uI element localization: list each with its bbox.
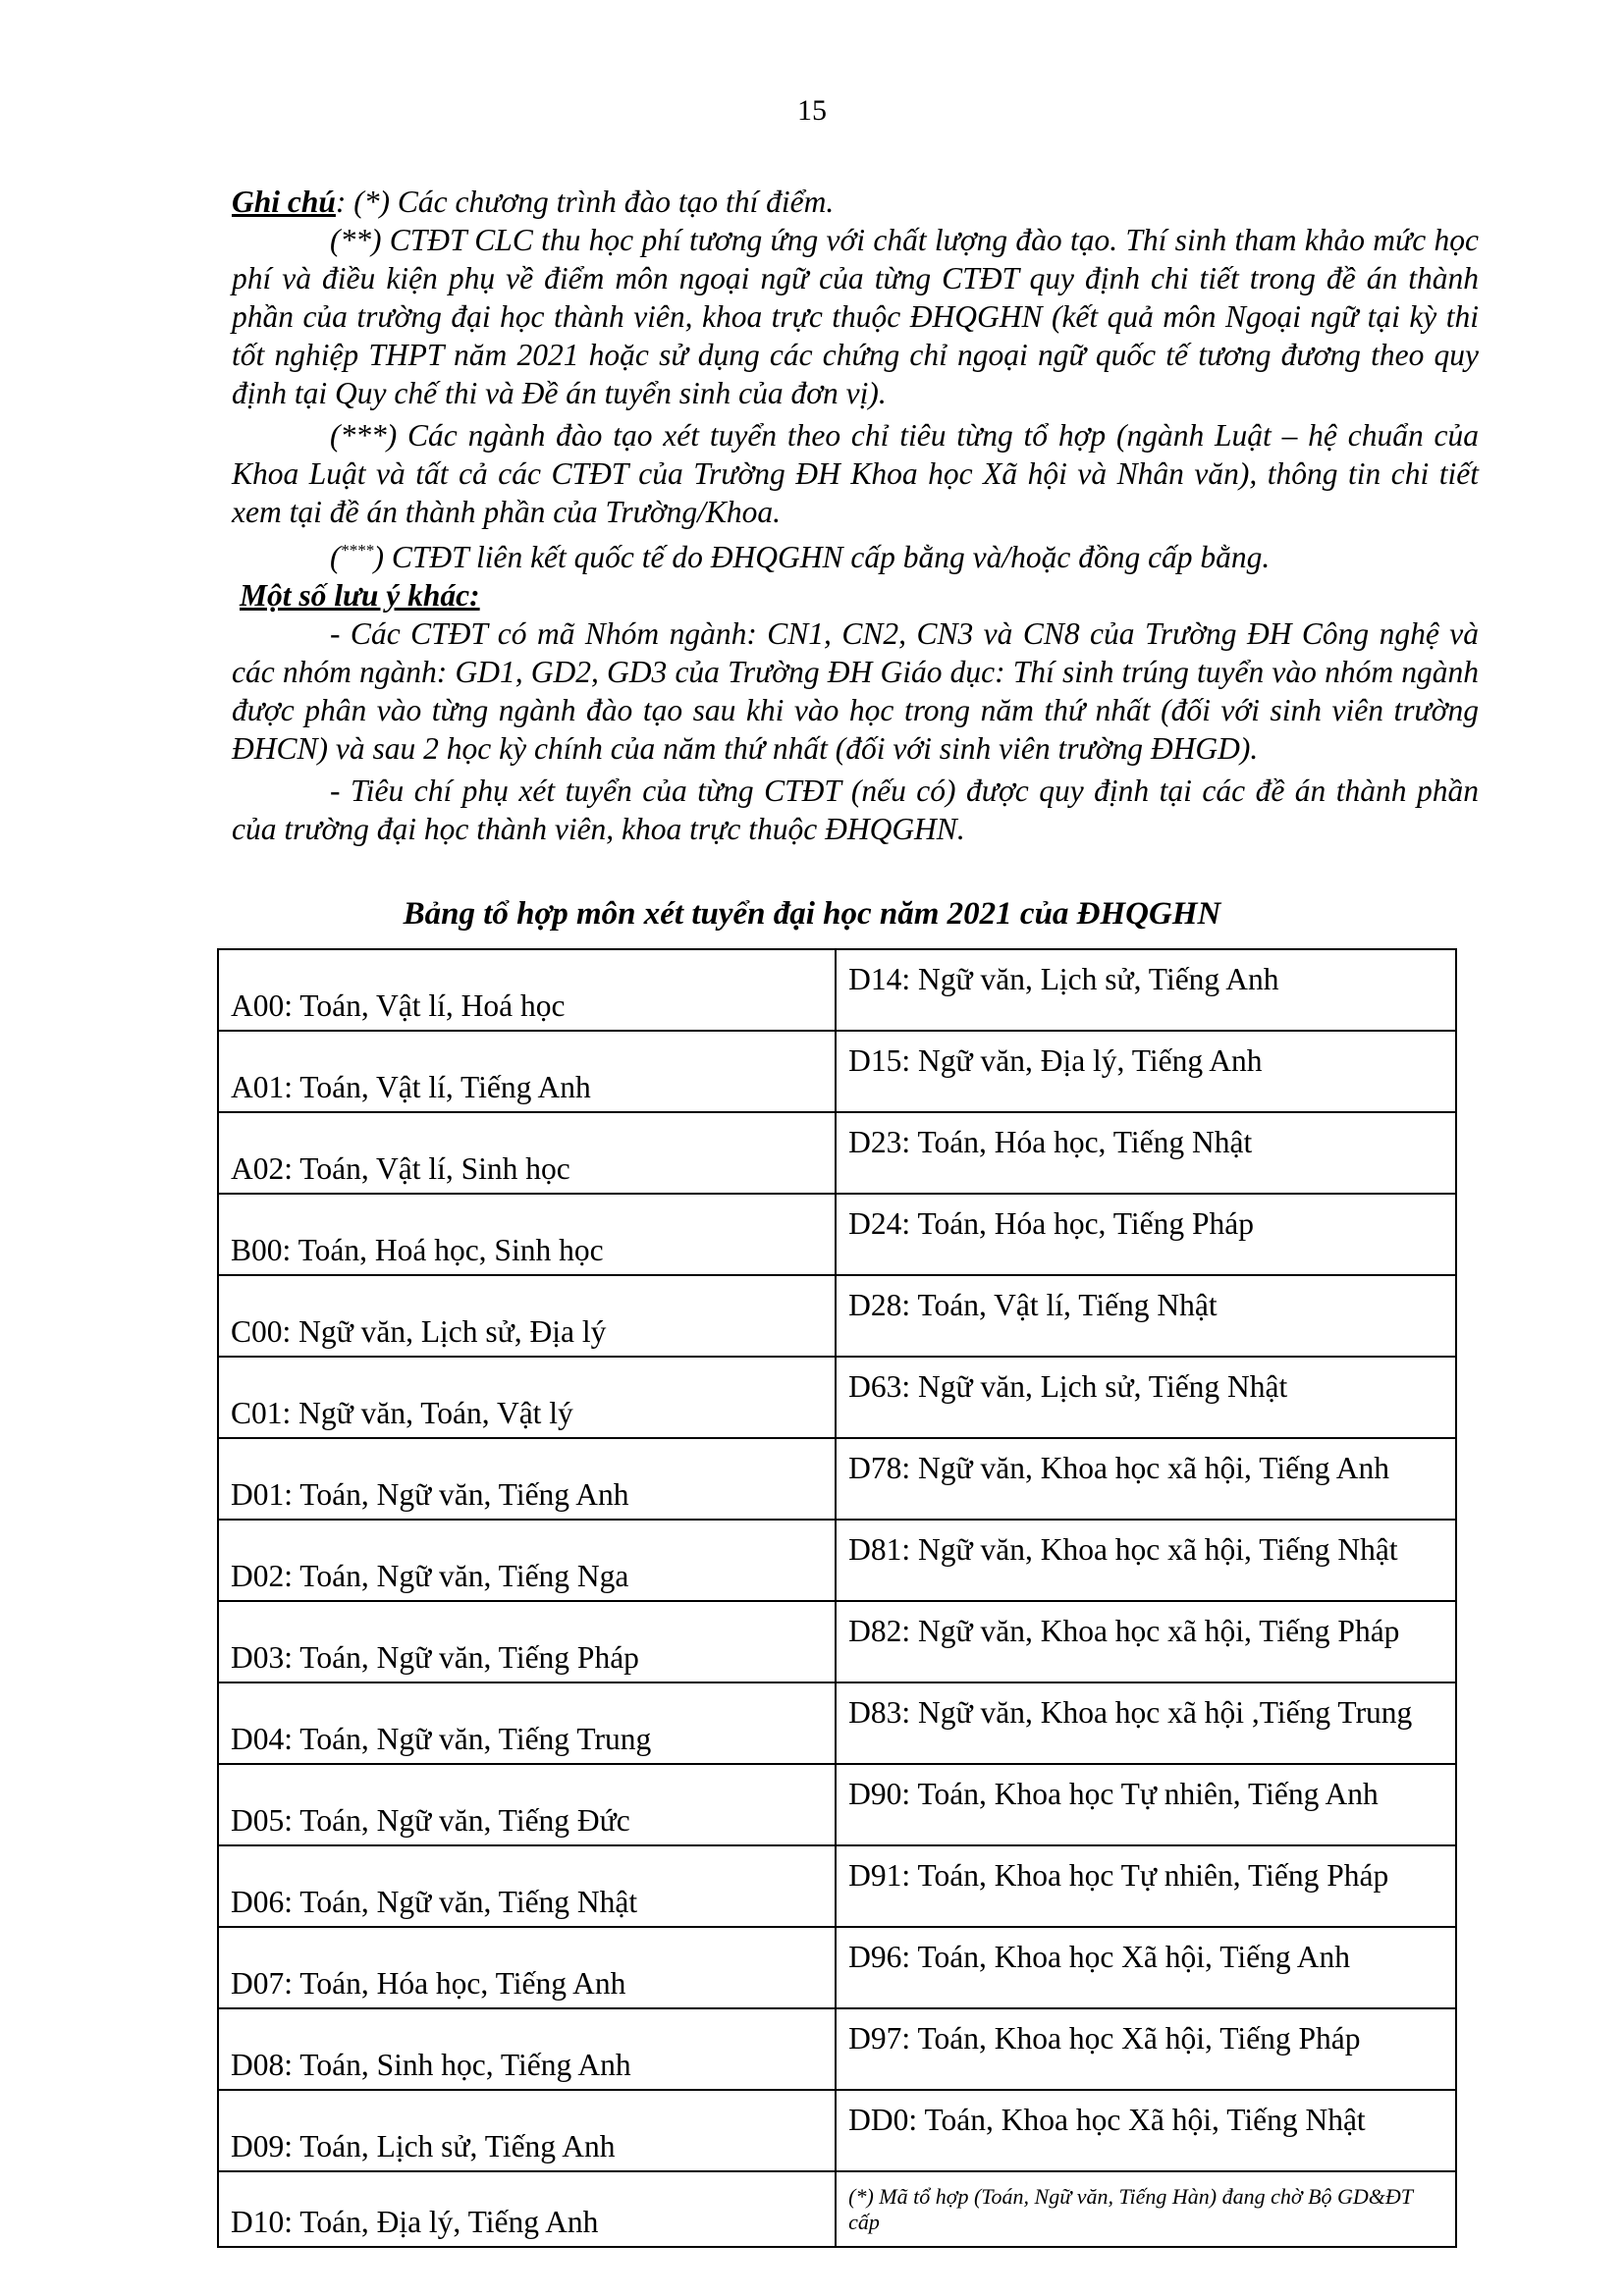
combo-cell-left: C00: Ngữ văn, Lịch sử, Địa lý	[218, 1275, 836, 1357]
note-pilot-text: : (*) Các chương trình đào tạo thí điểm.	[335, 185, 835, 219]
combo-cell-right: D24: Toán, Hóa học, Tiếng Pháp	[836, 1194, 1456, 1275]
combo-cell-left: D09: Toán, Lịch sử, Tiếng Anh	[218, 2090, 836, 2171]
combo-cell-left: D08: Toán, Sinh học, Tiếng Anh	[218, 2008, 836, 2090]
combo-cell-left: D02: Toán, Ngữ văn, Tiếng Nga	[218, 1520, 836, 1601]
other-notes-heading: Một số lưu ý khác:	[240, 578, 480, 613]
combo-cell-right: D90: Toán, Khoa học Tự nhiên, Tiếng Anh	[836, 1764, 1456, 1845]
note-label: Ghi chú	[232, 185, 336, 219]
combo-cell-right: D96: Toán, Khoa học Xã hội, Tiếng Anh	[836, 1927, 1456, 2008]
pending-code-note: (*) Mã tổ hợp (Toán, Ngữ văn, Tiếng Hàn) đang chờ Bộ GD&ĐT cấp	[836, 2171, 1456, 2247]
page-number: 15	[797, 94, 827, 127]
table-row	[218, 1438, 1456, 1520]
note-clc: (**) CTĐT CLC thu học phí tương ứng với chất lượng đào tạo. Thí sinh tham khảo mức học phí và điều kiện phụ về điểm môn ngoại ngữ của từng CTĐT quy định chi tiết trong đề án thành phần của trường đại học thành viên, khoa trực thuộc ĐHQGHN (kết quả môn Ngoại ngữ tại kỳ thi tốt nghiệp THPT năm 2021 hoặc sử dụng các chứng chỉ ngoại ngữ quốc tế tương đương theo quy định tại Quy chế thi và Đề án tuyển sinh của đơn vị).	[232, 223, 1479, 410]
combo-cell-right: D23: Toán, Hóa học, Tiếng Nhật	[836, 1112, 1456, 1194]
note-international-sup: ****	[340, 541, 374, 560]
notes-section	[232, 183, 1479, 848]
combo-cell-left: D06: Toán, Ngữ văn, Tiếng Nhật	[218, 1845, 836, 1927]
combo-cell-right: D81: Ngữ văn, Khoa học xã hội, Tiếng Nhật	[836, 1520, 1456, 1601]
combo-cell-left: D03: Toán, Ngữ văn, Tiếng Pháp	[218, 1601, 836, 1682]
table-row	[218, 1764, 1456, 1845]
combo-cell-right: D97: Toán, Khoa học Xã hội, Tiếng Pháp	[836, 2008, 1456, 2090]
table-row	[218, 1927, 1456, 2008]
table-row	[218, 1601, 1456, 1682]
table-row	[218, 1845, 1456, 1927]
combo-cell-right: D83: Ngữ văn, Khoa học xã hội ,Tiếng Trung	[836, 1682, 1456, 1764]
note-international-open: (	[330, 540, 341, 574]
combo-cell-left: A01: Toán, Vật lí, Tiếng Anh	[218, 1031, 836, 1112]
combo-cell-left: B00: Toán, Hoá học, Sinh học	[218, 1194, 836, 1275]
combo-cell-right: D82: Ngữ văn, Khoa học xã hội, Tiếng Pháp	[836, 1601, 1456, 1682]
table-body	[218, 949, 1456, 2247]
combo-cell-left: D05: Toán, Ngữ văn, Tiếng Đức	[218, 1764, 836, 1845]
note-quota: (***) Các ngành đào tạo xét tuyển theo chỉ tiêu từng tổ hợp (ngành Luật – hệ chuẩn của Khoa Luật và tất cả các CTĐT của Trường ĐH Khoa học Xã hội và Nhân văn), thông tin chi tiết xem tại đề án thành phần của Trường/Khoa.	[232, 418, 1479, 529]
table-row	[218, 1520, 1456, 1601]
combo-cell-right: D14: Ngữ văn, Lịch sử, Tiếng Anh	[836, 949, 1456, 1031]
combo-cell-right: DD0: Toán, Khoa học Xã hội, Tiếng Nhật	[836, 2090, 1456, 2171]
combo-cell-right: D78: Ngữ văn, Khoa học xã hội, Tiếng Anh	[836, 1438, 1456, 1520]
table-row	[218, 1194, 1456, 1275]
combo-cell-left: D10: Toán, Địa lý, Tiếng Anh	[218, 2171, 836, 2247]
combo-cell-right: D91: Toán, Khoa học Tự nhiên, Tiếng Pháp	[836, 1845, 1456, 1927]
table-row	[218, 2090, 1456, 2171]
table-row	[218, 2008, 1456, 2090]
table-row	[218, 1357, 1456, 1438]
table-row	[218, 1112, 1456, 1194]
combo-cell-left: D07: Toán, Hóa học, Tiếng Anh	[218, 1927, 836, 2008]
table-row	[218, 1682, 1456, 1764]
other-note-criteria: - Tiêu chí phụ xét tuyển của từng CTĐT (nếu có) được quy định tại các đề án thành phần của trường đại học thành viên, khoa trực thuộc ĐHQGHN.	[232, 774, 1479, 846]
combo-cell-left: C01: Ngữ văn, Toán, Vật lý	[218, 1357, 836, 1438]
combo-cell-left: A00: Toán, Vật lí, Hoá học	[218, 949, 836, 1031]
combo-cell-right: D15: Ngữ văn, Địa lý, Tiếng Anh	[836, 1031, 1456, 1112]
combo-cell-left: A02: Toán, Vật lí, Sinh học	[218, 1112, 836, 1194]
combo-cell-left: D01: Toán, Ngữ văn, Tiếng Anh	[218, 1438, 836, 1520]
note-international-text: ) CTĐT liên kết quốc tế do ĐHQGHN cấp bằng và/hoặc đồng cấp bằng.	[373, 540, 1271, 574]
note-international	[232, 531, 1479, 576]
subject-combination-table	[217, 948, 1457, 2248]
note-pilot	[232, 183, 1479, 221]
combo-cell-right: D28: Toán, Vật lí, Tiếng Nhật	[836, 1275, 1456, 1357]
combo-cell-left: D04: Toán, Ngữ văn, Tiếng Trung	[218, 1682, 836, 1764]
table-row	[218, 2171, 1456, 2247]
other-note-groups: - Các CTĐT có mã Nhóm ngành: CN1, CN2, CN3 và CN8 của Trường ĐH Công nghệ và các nhóm ngành: GD1, GD2, GD3 của Trường ĐH Giáo dục: Thí sinh trúng tuyển vào nhóm ngành được phân vào từng ngành đào tạo sau khi vào học trong năm thứ nhất (đối với sinh viên trường ĐHCN) và sau 2 học kỳ chính của năm thứ nhất (đối với sinh viên trường ĐHGD).	[232, 616, 1479, 766]
table-row	[218, 1275, 1456, 1357]
table-row	[218, 1031, 1456, 1112]
table-title: Bảng tổ hợp môn xét tuyển đại học năm 2021 của ĐHQGHN	[403, 896, 1221, 932]
combo-cell-right: D63: Ngữ văn, Lịch sử, Tiếng Nhật	[836, 1357, 1456, 1438]
table-row	[218, 949, 1456, 1031]
